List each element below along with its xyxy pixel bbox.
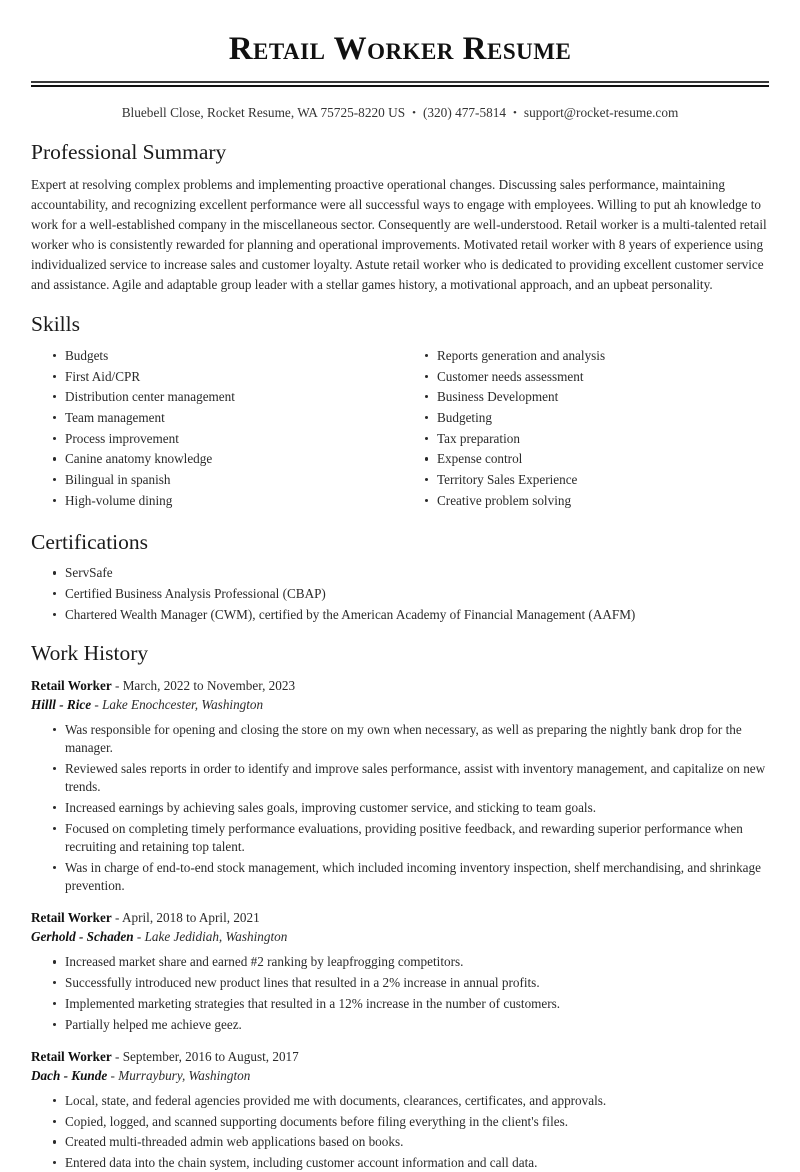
list-item: Expense control bbox=[425, 450, 769, 468]
job-location: Lake Jedidiah, Washington bbox=[144, 929, 288, 945]
skills-column-left bbox=[31, 347, 400, 513]
list-item: Canine anatomy knowledge bbox=[53, 450, 400, 468]
job-separator: - bbox=[115, 677, 120, 693]
list-item: First Aid/CPR bbox=[53, 368, 400, 386]
contact-phone: (320) 477-5814 bbox=[422, 105, 507, 121]
job-company: Hilll - Rice bbox=[31, 696, 92, 712]
page-title: Retail Worker Resume bbox=[228, 31, 572, 67]
list-item: Budgeting bbox=[425, 409, 769, 427]
job-bullets bbox=[31, 1092, 769, 1172]
work-history-entry bbox=[31, 1047, 769, 1172]
contact-line bbox=[31, 104, 769, 123]
job-separator: - bbox=[115, 910, 120, 926]
section-work-history bbox=[31, 641, 769, 1172]
list-item: Reviewed sales reports in order to identify and improve sales performance, assist with inventory management, and capitalize on new trends. bbox=[53, 760, 769, 796]
job-dates: September, 2016 to August, 2017 bbox=[122, 1048, 299, 1064]
contact-separator-icon: • bbox=[412, 107, 416, 120]
list-item: Local, state, and federal agencies provided me with documents, clearances, certificates, and approvals. bbox=[53, 1092, 769, 1110]
list-item: Territory Sales Experience bbox=[425, 471, 769, 489]
list-item: ServSafe bbox=[53, 564, 769, 582]
work-history-entry bbox=[31, 908, 769, 1034]
job-role: Retail Worker bbox=[31, 677, 112, 693]
list-item: Created multi-threaded admin web applications based on books. bbox=[53, 1133, 769, 1151]
section-heading-certifications: Certifications bbox=[31, 529, 149, 554]
list-item: Chartered Wealth Manager (CWM), certified by the American Academy of Financial Management (AAFM) bbox=[53, 606, 769, 624]
list-item: Budgets bbox=[53, 347, 400, 365]
job-title-line bbox=[31, 1047, 769, 1066]
section-heading-summary: Professional Summary bbox=[31, 139, 227, 164]
list-item: Customer needs assessment bbox=[425, 368, 769, 386]
list-item: Reports generation and analysis bbox=[425, 347, 769, 365]
job-company-line bbox=[31, 927, 769, 946]
job-separator: - bbox=[110, 1067, 115, 1083]
list-item: Copied, logged, and scanned supporting documents before filing everything in the client's files. bbox=[53, 1113, 769, 1131]
contact-address: Bluebell Close, Rocket Resume, WA 75725-8220 US bbox=[121, 105, 406, 121]
job-company-line bbox=[31, 1066, 769, 1085]
list-item: Tax preparation bbox=[425, 430, 769, 448]
list-item: Entered data into the chain system, including customer account information and call data. bbox=[53, 1154, 769, 1172]
list-item: Bilingual in spanish bbox=[53, 471, 400, 489]
contact-email[interactable]: support@rocket-resume.com bbox=[523, 105, 679, 121]
skills-list-right bbox=[400, 347, 769, 510]
work-history-entry bbox=[31, 676, 769, 895]
section-heading-work-history: Work History bbox=[31, 641, 149, 666]
job-role: Retail Worker bbox=[31, 910, 112, 926]
job-location: Murraybury, Washington bbox=[118, 1067, 251, 1083]
divider-thin-rule bbox=[31, 85, 769, 87]
job-company: Gerhold - Schaden bbox=[31, 929, 134, 945]
skills-columns bbox=[31, 347, 769, 513]
list-item: Was responsible for opening and closing the store on my own when necessary, as well as preparing the nightly bank drop for the manager. bbox=[53, 721, 769, 757]
section-heading-skills: Skills bbox=[31, 312, 80, 337]
job-company-line bbox=[31, 695, 769, 714]
job-separator: - bbox=[115, 1048, 120, 1064]
section-certifications bbox=[31, 530, 769, 624]
header-divider bbox=[31, 81, 769, 88]
job-dates: April, 2018 to April, 2021 bbox=[121, 910, 260, 926]
list-item: Process improvement bbox=[53, 430, 400, 448]
section-professional-summary bbox=[31, 140, 769, 295]
job-company: Dach - Kunde bbox=[31, 1067, 108, 1083]
skills-list-left bbox=[31, 347, 400, 510]
job-role: Retail Worker bbox=[31, 1048, 112, 1064]
list-item: Certified Business Analysis Professional (CBAP) bbox=[53, 585, 769, 603]
list-item: Successfully introduced new product lines that resulted in a 2% increase in annual profits. bbox=[53, 974, 769, 992]
skills-column-right bbox=[400, 347, 769, 513]
list-item: Business Development bbox=[425, 388, 769, 406]
job-title-line bbox=[31, 908, 769, 927]
list-item: Team management bbox=[53, 409, 400, 427]
job-location: Lake Enochcester, Washington bbox=[102, 696, 264, 712]
list-item: Was in charge of end-to-end stock management, which included incoming inventory inspection, shelf merchandising, and shrinkage prevention. bbox=[53, 859, 769, 895]
summary-paragraph: Expert at resolving complex problems and implementing proactive operational changes. Discussing sales performance, maintaining accountability, and recognizing excellent performance were all successful ways to engage with employees. Willing to put ah knowledge to work for a well-established company in the miscellaneous sector. Consequently are well-understood. Retail worker is a multi-talented retail worker who is consistently rewarded for planning and operational improvements. Motivated retail worker with 8 years of experience using individualized service to increase sales and customer loyalty. Astute retail worker who is dedicated to providing excellent customer service and assistance. Agile and adaptable group leader with a stellar games history, a motivational approach, and an upbeat personality. bbox=[31, 176, 767, 292]
list-item: Distribution center management bbox=[53, 388, 400, 406]
job-title-line bbox=[31, 676, 769, 695]
list-item: Creative problem solving bbox=[425, 492, 769, 510]
job-separator: - bbox=[94, 696, 99, 712]
list-item: Focused on completing timely performance evaluations, providing positive feedback, and rewarding superior performance when recruiting and retaining top talent. bbox=[53, 820, 769, 856]
job-bullets bbox=[31, 953, 769, 1033]
list-item: Partially helped me achieve geez. bbox=[53, 1016, 769, 1034]
section-skills bbox=[31, 312, 769, 513]
job-dates: March, 2022 to November, 2023 bbox=[122, 677, 296, 693]
contact-separator-icon: • bbox=[513, 107, 517, 120]
list-item: Implemented marketing strategies that resulted in a 12% increase in the number of customers. bbox=[53, 995, 769, 1013]
list-item: Increased market share and earned #2 ranking by leapfrogging competitors. bbox=[53, 953, 769, 971]
job-separator: - bbox=[136, 929, 142, 945]
list-item: High-volume dining bbox=[53, 492, 400, 510]
list-item: Increased earnings by achieving sales goals, improving customer service, and sticking to team goals. bbox=[53, 799, 769, 817]
job-bullets bbox=[31, 721, 769, 895]
certifications-list bbox=[31, 564, 769, 624]
